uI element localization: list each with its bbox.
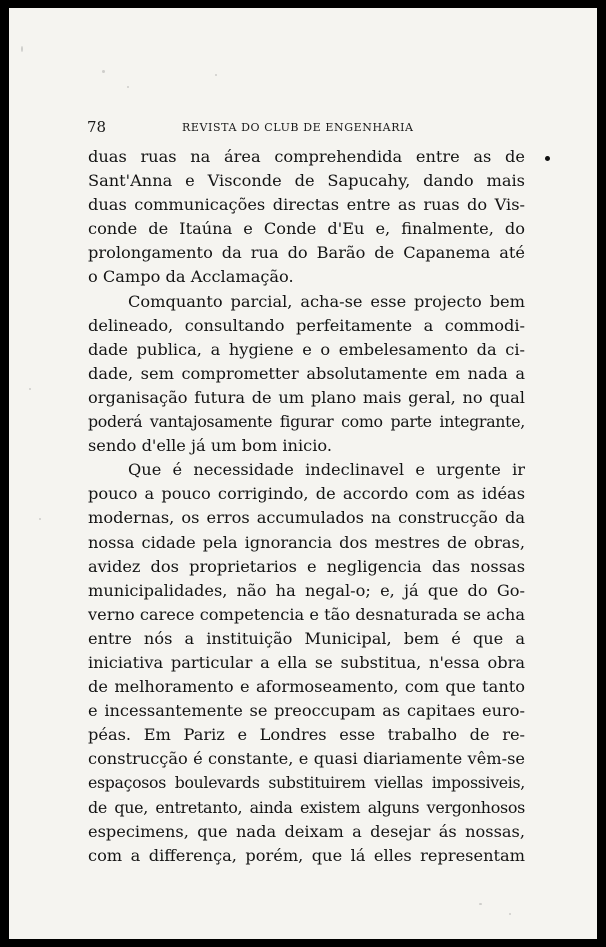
text-line: delineado, consultando perfeitamente a commodi-: [88, 315, 525, 335]
text-line: dade, sem comprometter absolutamente em nada a: [88, 363, 525, 383]
scanned-page: [9, 8, 597, 939]
scan-speck: [509, 913, 511, 915]
text-line: com a differença, porém, que lá elles representam: [88, 845, 525, 865]
text-line: construcção é constante, e quasi diariamente vêm-se: [88, 749, 525, 769]
text-line: de melhoramento e aformoseamento, com que tanto: [88, 677, 525, 697]
scan-speck: [39, 518, 41, 520]
text-line: conde de Itaúna e Conde d'Eu e, finalmente, do: [88, 219, 525, 239]
margin-dot: [545, 156, 550, 161]
text-line: prolongamento da rua do Barão de Capanema até: [88, 243, 525, 263]
text-line: Sant'Anna e Visconde de Sapucahy, dando mais: [88, 171, 525, 191]
text-line: dade publica, a hygiene e o embelesamento da ci-: [88, 339, 525, 359]
text-line: avidez dos proprietarios e negligencia das nossas: [88, 556, 525, 576]
text-line: especimens, que nada deixam a desejar ás nossas,: [88, 821, 525, 841]
paragraph: [88, 145, 525, 290]
text-line: de que, entretanto, ainda existem alguns vergonhosos: [88, 797, 525, 817]
text-line: espaçosos boulevards substituirem viellas impossiveis,: [88, 773, 525, 793]
text-line: municipalidades, não ha negal-o; e, já que do Go-: [88, 580, 525, 600]
text-line: sendo d'elle já um bom inicio.: [88, 436, 333, 456]
scan-speck: [21, 46, 23, 52]
text-line: Que é necessidade indeclinavel e urgente ir: [128, 460, 525, 480]
text-line: pouco a pouco corrigindo, de accordo com as idéas: [88, 484, 525, 504]
text-line: duas communicações directas entre as ruas do Vis-: [88, 195, 525, 215]
text-line: verno carece competencia e tão desnaturada se acha: [88, 604, 525, 624]
text-line: organisação futura de um plano mais geral, no qual: [88, 387, 525, 407]
text-line: Comquanto parcial, acha-se esse projecto bem: [128, 291, 525, 311]
text-line: entre nós a instituição Municipal, bem é que a: [88, 628, 525, 648]
paragraph: [88, 458, 525, 868]
text-line: e incessantemente se preoccupam as capitaes euro-: [88, 701, 525, 721]
scan-speck: [102, 70, 105, 73]
text-line: duas ruas na área comprehendida entre as de: [88, 147, 525, 166]
page-number: 78: [87, 118, 107, 136]
scan-speck: [29, 388, 31, 390]
text-line: modernas, os erros accumulados na construcção da: [88, 508, 525, 528]
paragraph: [88, 290, 525, 459]
scan-speck: [215, 74, 217, 76]
text-line: péas. Em Pariz e Londres esse trabalho de re-: [88, 725, 525, 745]
body-text: [88, 145, 525, 868]
text-line: nossa cidade pela ignorancia dos mestres de obras,: [88, 532, 525, 552]
journal-title: REVISTA DO CLUB DE ENGENHARIA: [182, 121, 414, 134]
text-line: poderá vantajosamente figurar como parte integrante,: [88, 412, 525, 432]
running-head: [87, 118, 525, 138]
text-line: iniciativa particular a ella se substitua, n'essa obra: [88, 652, 525, 672]
scan-speck: [127, 86, 129, 88]
text-line: o Campo da Acclamação.: [88, 267, 294, 287]
scan-speck: [479, 903, 482, 905]
